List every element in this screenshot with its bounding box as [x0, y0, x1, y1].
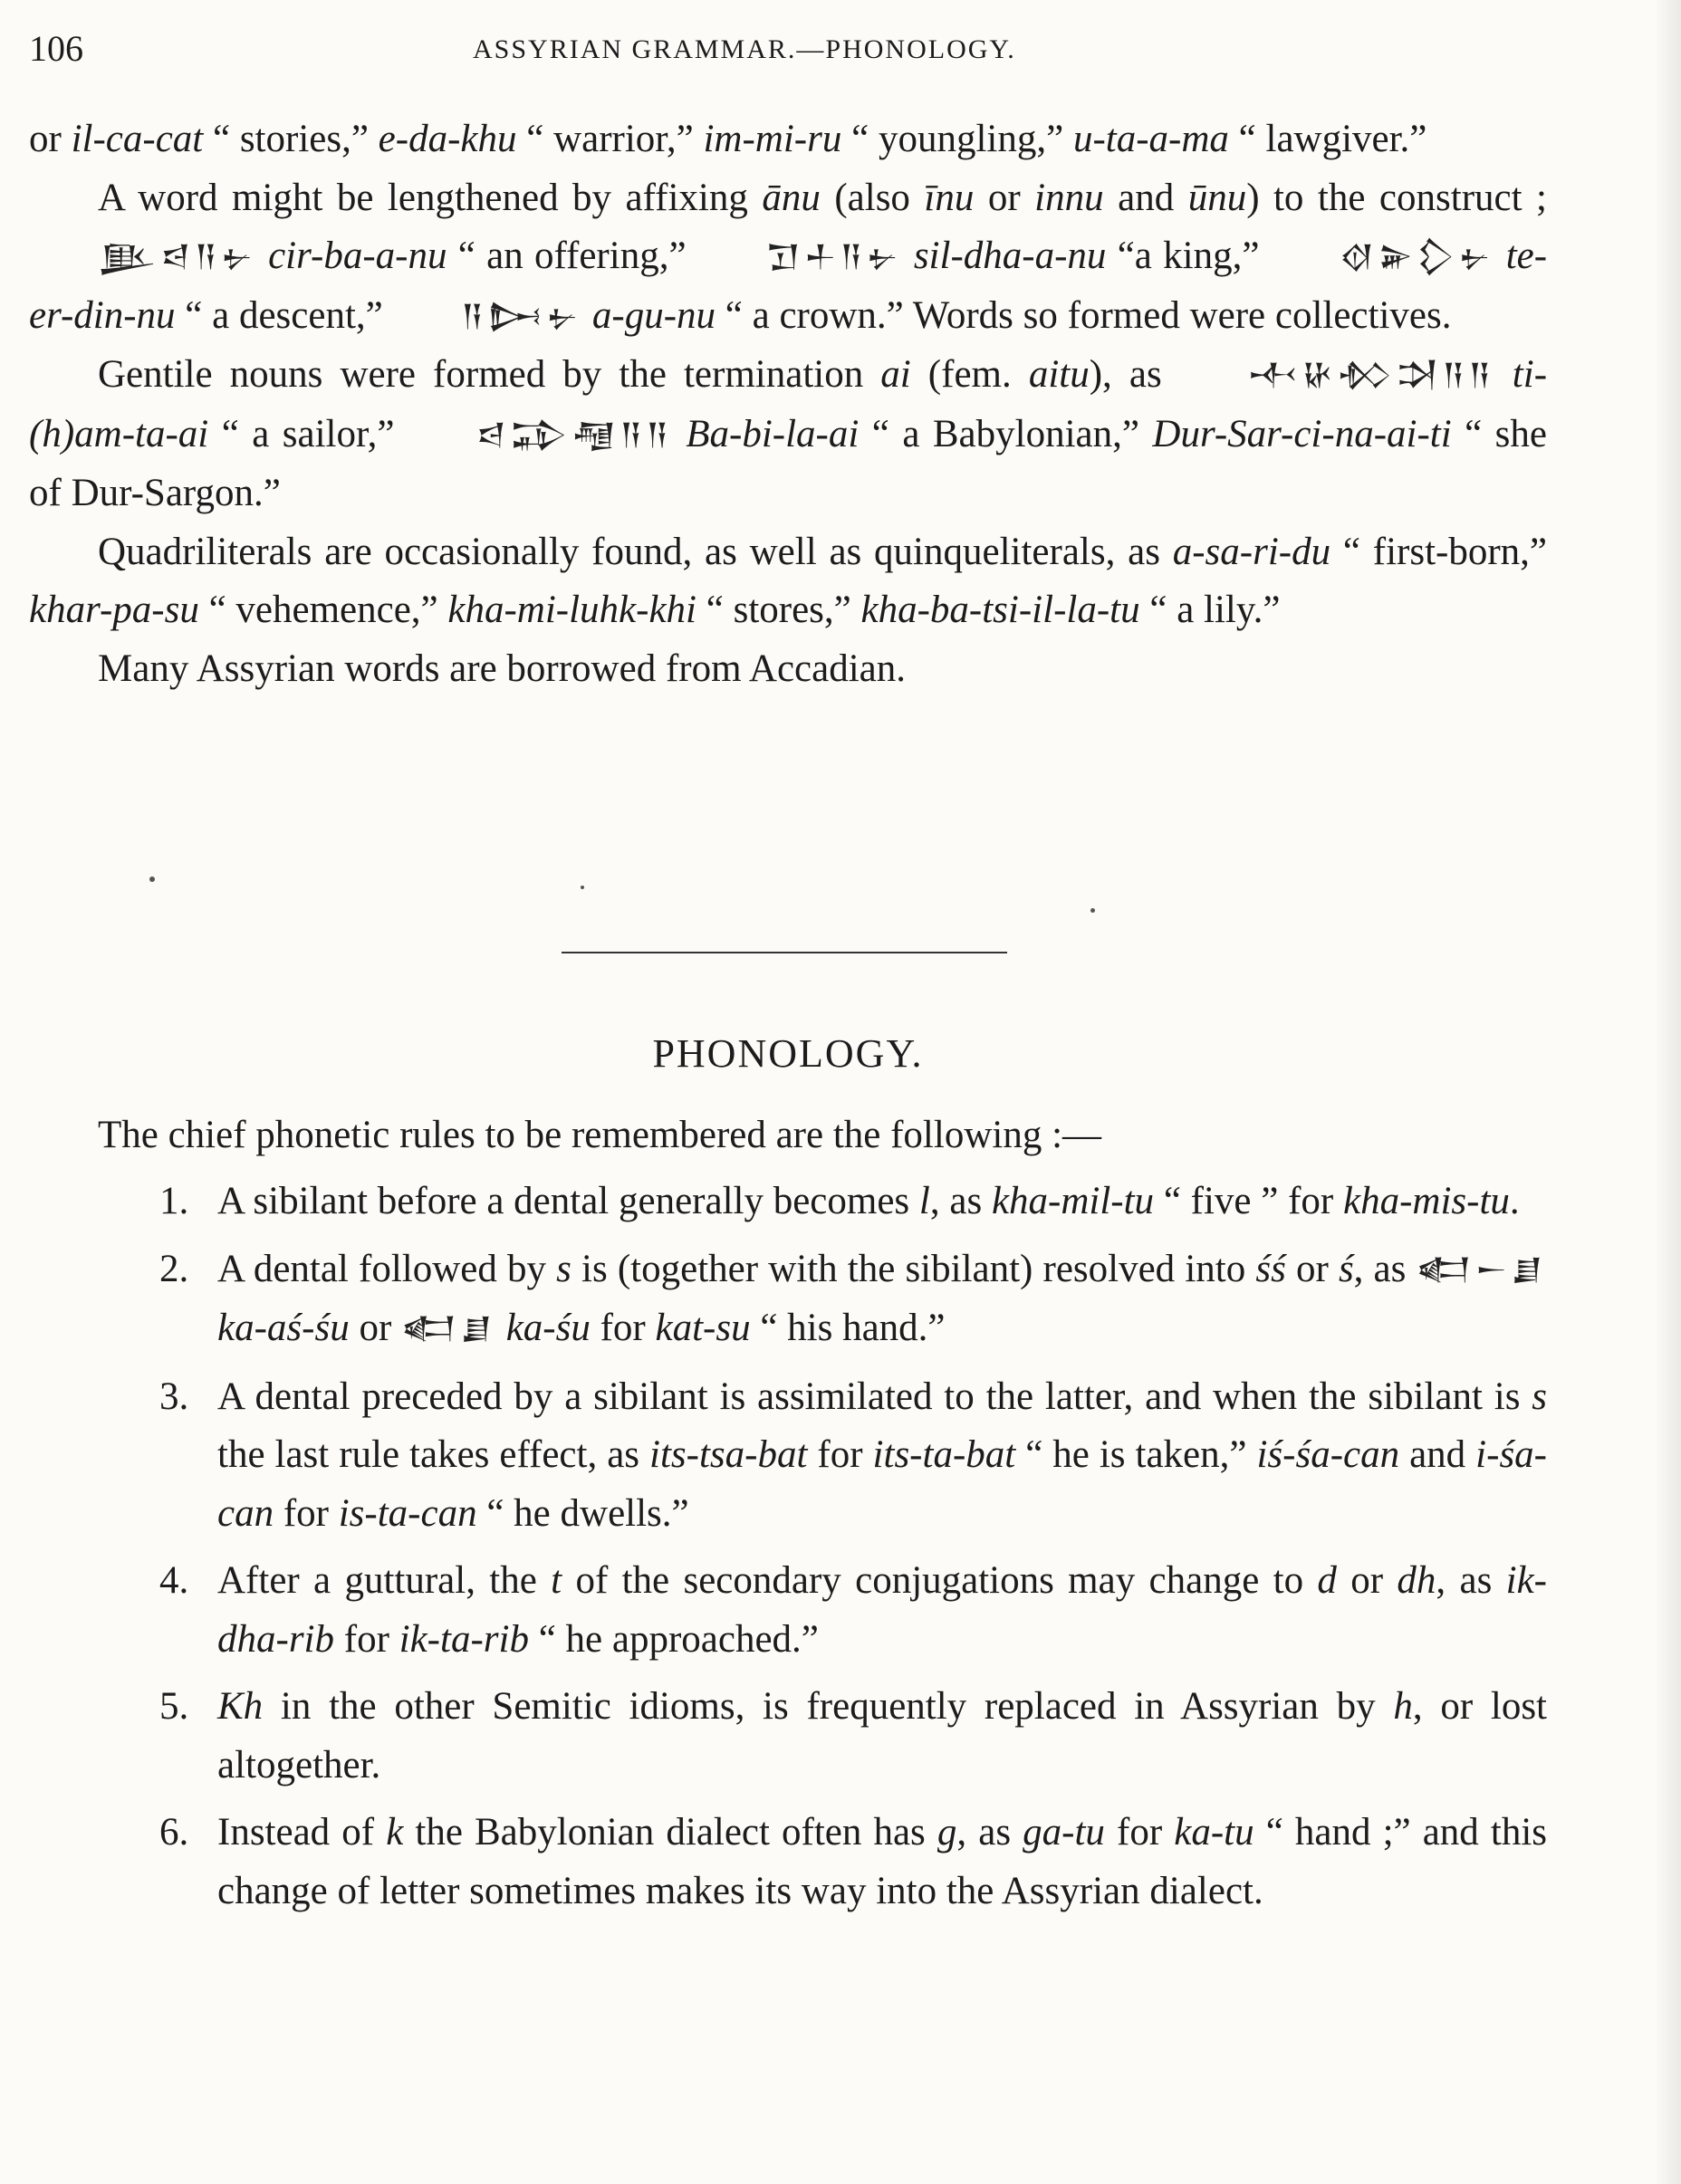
- paragraph: [29, 110, 1547, 169]
- text-run: “ she of Dur-Sargon.”: [29, 412, 1548, 514]
- transliteration: i-śa-can: [217, 1433, 1547, 1535]
- transliteration: kha-mi-luhk-khi: [447, 589, 696, 631]
- transliteration: u-ta-a-ma: [1072, 118, 1229, 160]
- page-number: 106: [29, 28, 83, 69]
- text-run: Many Assyrian words are borrowed from Accadian.: [98, 647, 906, 690]
- text-run: and: [1399, 1433, 1476, 1476]
- paragraph: [29, 169, 1547, 347]
- transliteration: kha-mil-tu: [991, 1180, 1155, 1222]
- text-run: “ a Babylonian,”: [859, 412, 1153, 455]
- text-run: A dental followed by: [217, 1247, 557, 1290]
- transliteration: s: [556, 1247, 572, 1290]
- text-run: .: [1509, 1180, 1520, 1222]
- text-run: “ his hand.”: [750, 1307, 946, 1349]
- text-run: [1494, 235, 1505, 277]
- section-intro: The chief phonetic rules to be remembered are the following :—: [98, 1114, 1102, 1156]
- transliteration: a-gu-nu: [591, 293, 716, 337]
- rule-text: [217, 1173, 1547, 1231]
- transliteration: im-mi-ru: [703, 118, 842, 160]
- transliteration: k: [386, 1811, 404, 1854]
- text-run: Gentile nouns were formed by the termination: [98, 353, 881, 396]
- transliteration: sil-dha-a-nu: [913, 235, 1107, 277]
- text-run: the Babylonian dialect often has: [403, 1811, 937, 1854]
- text-run: “ he dwells.”: [476, 1491, 689, 1535]
- transliteration: ik-dha-rib: [217, 1559, 1547, 1661]
- text-run: “ stores,”: [696, 589, 861, 631]
- text-run: “ a crown.” Words so formed were collectives.: [716, 293, 1452, 337]
- transliteration: ka-tu: [1174, 1811, 1254, 1854]
- text-run: “ warrior,”: [516, 118, 704, 160]
- cuneiform-glyphs: 𒁀𒁉𒆷𒀀𒀀: [475, 418, 673, 452]
- text-run: of the secondary conjugations may change to: [562, 1559, 1318, 1602]
- text-run: the last rule takes effect, as: [217, 1433, 650, 1476]
- transliteration: ka-śu: [505, 1307, 591, 1349]
- text-run: After a guttural, the: [217, 1559, 552, 1602]
- text-run: “a king,”: [1106, 235, 1271, 277]
- transliteration: ga-tu: [1023, 1811, 1105, 1854]
- rule-text: [217, 1368, 1547, 1544]
- transliteration: t: [551, 1559, 562, 1602]
- transliteration: kha-ba-tsi-il-la-tu: [860, 589, 1140, 631]
- text-run: [257, 235, 268, 277]
- cuneiform-glyphs: 𒋾𒄩𒁴𒋫𒀀𒀀: [1247, 359, 1495, 392]
- rule-item: [0, 1804, 1547, 1921]
- text-run: [1495, 353, 1513, 396]
- transliteration: ānu: [762, 176, 821, 219]
- print-speck: [149, 876, 155, 882]
- text-run: [673, 413, 686, 455]
- rule-number: 2.: [159, 1247, 189, 1290]
- print-speck: [1090, 908, 1095, 913]
- cuneiform-glyphs: 𒆥𒁀𒀀𒉡: [98, 241, 257, 273]
- transliteration: kha-mis-tu: [1342, 1180, 1510, 1222]
- text-run: [496, 1307, 506, 1349]
- phonetic-rules-list: [0, 1173, 1547, 1930]
- cuneiform-glyphs: 𒋼𒅕𒁷𒉡: [1339, 241, 1495, 273]
- rule-number: 4.: [159, 1559, 189, 1602]
- rule-item: [0, 1552, 1547, 1669]
- transliteration: cir-ba-a-nu: [268, 235, 447, 277]
- text-run: in the other Semitic idioms, is frequently replaced in Assyrian by: [263, 1685, 1394, 1728]
- text-run: A dental preceded by a sibilant is assimilated to the latter, and when the sibilant is: [217, 1375, 1532, 1418]
- rule-text: [217, 1240, 1547, 1359]
- text-run: ) to the construct ;: [1246, 176, 1547, 219]
- transliteration: ik-ta-rib: [399, 1617, 529, 1661]
- text-run: , as: [1353, 1247, 1417, 1290]
- text-run: or: [974, 176, 1035, 219]
- transliteration: e-da-khu: [378, 118, 517, 160]
- transliteration: h: [1393, 1685, 1413, 1728]
- rule-text: [217, 1678, 1547, 1795]
- text-run: is (together with the sibilant) resolved into: [571, 1247, 1256, 1290]
- text-run: , as: [956, 1811, 1023, 1854]
- text-run: for: [334, 1617, 399, 1661]
- text-run: and: [1103, 176, 1188, 219]
- text-run: or: [29, 118, 72, 160]
- text-run: [582, 294, 592, 337]
- transliteration: its-ta-bat: [872, 1433, 1016, 1476]
- transliteration: is-ta-can: [338, 1491, 477, 1535]
- transliteration: its-tsa-bat: [649, 1433, 808, 1476]
- text-run: “ a descent,”: [175, 293, 393, 337]
- transliteration: innu: [1034, 176, 1104, 219]
- text-run: for: [274, 1491, 339, 1535]
- text-run: for: [590, 1307, 656, 1349]
- paragraph: [29, 346, 1547, 523]
- transliteration: s: [1532, 1375, 1547, 1418]
- text-run: or: [1285, 1247, 1339, 1290]
- text-run: , as: [929, 1180, 992, 1222]
- transliteration: ai: [880, 353, 911, 396]
- transliteration: te-er-din-nu: [29, 235, 1548, 337]
- rule-number: 1.: [159, 1180, 189, 1222]
- print-speck: [581, 886, 584, 889]
- text-run: for: [1104, 1811, 1175, 1854]
- transliteration: khar-pa-su: [29, 589, 199, 631]
- scan-edge-shadow: [1654, 0, 1681, 2184]
- text-run: or: [349, 1307, 402, 1349]
- text-run: “ an offering,”: [447, 235, 697, 277]
- cuneiform-glyphs: 𒅗𒋗: [401, 1313, 496, 1346]
- text-run: “ first-born,”: [1330, 530, 1548, 573]
- transliteration: īnu: [924, 176, 975, 219]
- transliteration: Dur-Sar-ci-na-ai-ti: [1152, 412, 1452, 455]
- cuneiform-glyphs: 𒀀𒄖𒉡: [461, 300, 583, 333]
- rule-number: 6.: [159, 1811, 189, 1854]
- text-run: “ he is taken,”: [1015, 1433, 1257, 1476]
- text-run: “ a lily.”: [1139, 589, 1281, 631]
- text-run: (fem.: [910, 353, 1029, 396]
- transliteration: śś: [1255, 1247, 1286, 1290]
- text-run: ), as: [1089, 353, 1179, 396]
- text-run: “ he approached.”: [528, 1617, 819, 1661]
- text-run: “ youngling,”: [841, 118, 1073, 160]
- rule-number: 5.: [159, 1685, 189, 1728]
- transliteration: ti-(h)am-ta-ai: [29, 353, 1548, 455]
- rule-text: [217, 1552, 1547, 1669]
- section-divider: [562, 952, 1007, 953]
- running-title: ASSYRIAN GRAMMAR.—PHONOLOGY.: [473, 34, 1016, 64]
- text-run: A sibilant before a dental generally becomes: [217, 1180, 919, 1222]
- text-run: for: [807, 1433, 873, 1476]
- rule-item: [0, 1368, 1547, 1544]
- text-run: “ vehemence,”: [198, 589, 448, 631]
- transliteration: il-ca-cat: [71, 118, 204, 160]
- rule-item: [0, 1678, 1547, 1795]
- text-run: , as: [1436, 1559, 1506, 1602]
- transliteration: ūnu: [1187, 176, 1247, 219]
- text-run: Instead of: [217, 1811, 387, 1854]
- text-run: “ lawgiver.”: [1228, 118, 1427, 160]
- transliteration: ka-aś-śu: [217, 1307, 350, 1349]
- text-run: A word might be lengthened by affixing: [98, 176, 763, 219]
- cuneiform-glyphs: 𒋛𒈦𒀀𒉡: [765, 241, 903, 273]
- rule-item: [0, 1173, 1547, 1231]
- rule-item: [0, 1240, 1547, 1359]
- paragraph: [29, 523, 1547, 640]
- rule-text: [217, 1804, 1547, 1921]
- text-run: or: [1336, 1559, 1398, 1602]
- text-run: “ five ” for: [1154, 1180, 1343, 1222]
- text-run: “ a sailor,”: [208, 412, 408, 455]
- text-run: (also: [820, 176, 925, 219]
- text-run: [903, 235, 914, 277]
- transliteration: aitu: [1028, 353, 1090, 396]
- transliteration: l: [918, 1180, 930, 1222]
- paragraph: [29, 640, 1547, 699]
- transliteration: Ba-bi-la-ai: [686, 412, 860, 455]
- text-run: “ hand ;” and this change of letter sometimes makes its way into the Assyrian dialect.: [217, 1811, 1548, 1912]
- transliteration: g: [937, 1811, 957, 1854]
- section-heading: PHONOLOGY.: [652, 1031, 924, 1076]
- transliteration: iś-śa-can: [1256, 1433, 1400, 1476]
- text-run: , or lost altogether.: [217, 1685, 1548, 1786]
- cuneiform-glyphs: 𒅗𒀸𒋗: [1416, 1253, 1547, 1287]
- rule-number: 3.: [159, 1375, 189, 1418]
- transliteration: d: [1317, 1559, 1337, 1602]
- transliteration: kat-su: [655, 1307, 751, 1349]
- text-run: Quadriliterals are occasionally found, as well as quinqueliterals, as: [98, 530, 1173, 573]
- transliteration: a-sa-ri-du: [1172, 530, 1331, 573]
- transliteration: ś: [1338, 1247, 1354, 1290]
- text-run: “ stories,”: [203, 118, 379, 160]
- grammar-text: [29, 110, 1547, 698]
- transliteration: dh: [1397, 1559, 1436, 1602]
- transliteration: Kh: [217, 1685, 264, 1728]
